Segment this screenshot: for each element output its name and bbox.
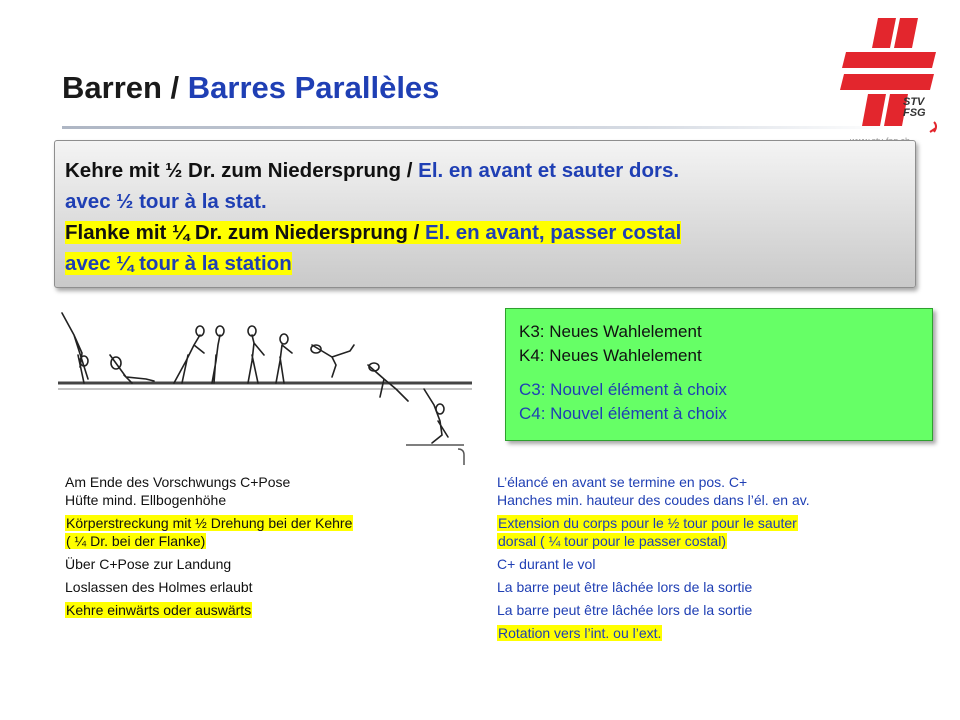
criterion-fr-highlighted: Extension du corps pour le ½ tour pour le sauter [498, 515, 797, 531]
element-line-1: Kehre mit ½ Dr. zum Niedersprung / El. en avant et sauter dors. [65, 159, 680, 182]
element-line-2: avec ½ tour à la stat. [65, 190, 267, 213]
criterion-de: Am Ende des Vorschwungs C+Pose [65, 474, 291, 490]
title-fr: Barres Parallèles [187, 70, 440, 105]
page-title [62, 70, 439, 106]
title-de: Barren / [62, 70, 188, 105]
title-divider [62, 126, 894, 129]
element-line-3: Flanke mit ¼ Dr. zum Niedersprung / El. en avant, passer costal [65, 221, 682, 244]
criteria-list-fr [497, 473, 917, 642]
criterion-fr: C+ durant le vol [497, 556, 596, 572]
k4-requirement: K4: Neues Wahlelement [519, 346, 702, 365]
criterion-fr: La barre peut être lâchée lors de la sortie [497, 579, 753, 595]
requirements-box [505, 308, 933, 441]
gymnast-sequence-illustration [54, 305, 494, 470]
criterion-de: Loslassen des Holmes erlaubt [65, 579, 253, 595]
logo-text: STV FSG [903, 96, 926, 119]
criterion-fr: Hanches min. hauteur des coudes dans l’él. en av. [497, 492, 810, 508]
element-line-4: avec ¼ tour à la station [65, 252, 292, 275]
criterion-fr-highlighted: dorsal ( ¼ tour pour le passer costal) [498, 533, 726, 549]
criterion-de-highlighted: Kehre einwärts oder auswärts [66, 602, 252, 618]
criteria-list-de [65, 473, 465, 619]
criterion-de: Hüfte mind. Ellbogenhöhe [65, 492, 227, 508]
stv-fsg-logo [838, 14, 944, 150]
criterion-de: Über C+Pose zur Landung [65, 556, 232, 572]
element-title-box [54, 140, 916, 288]
c4-requirement: C4: Nouvel élément à choix [519, 404, 727, 423]
criterion-fr: L’élancé en avant se termine en pos. C+ [497, 474, 748, 490]
criterion-fr-highlighted: Rotation vers l’int. ou l’ext. [498, 625, 662, 641]
c3-requirement: C3: Nouvel élément à choix [519, 380, 727, 399]
criterion-de-highlighted: Körperstreckung mit ½ Drehung bei der Kehre [66, 515, 353, 531]
k3-requirement: K3: Neues Wahlelement [519, 322, 702, 341]
criterion-de-highlighted: ( ¼ Dr. bei der Flanke) [66, 533, 206, 549]
criterion-fr: La barre peut être lâchée lors de la sortie [497, 602, 753, 618]
